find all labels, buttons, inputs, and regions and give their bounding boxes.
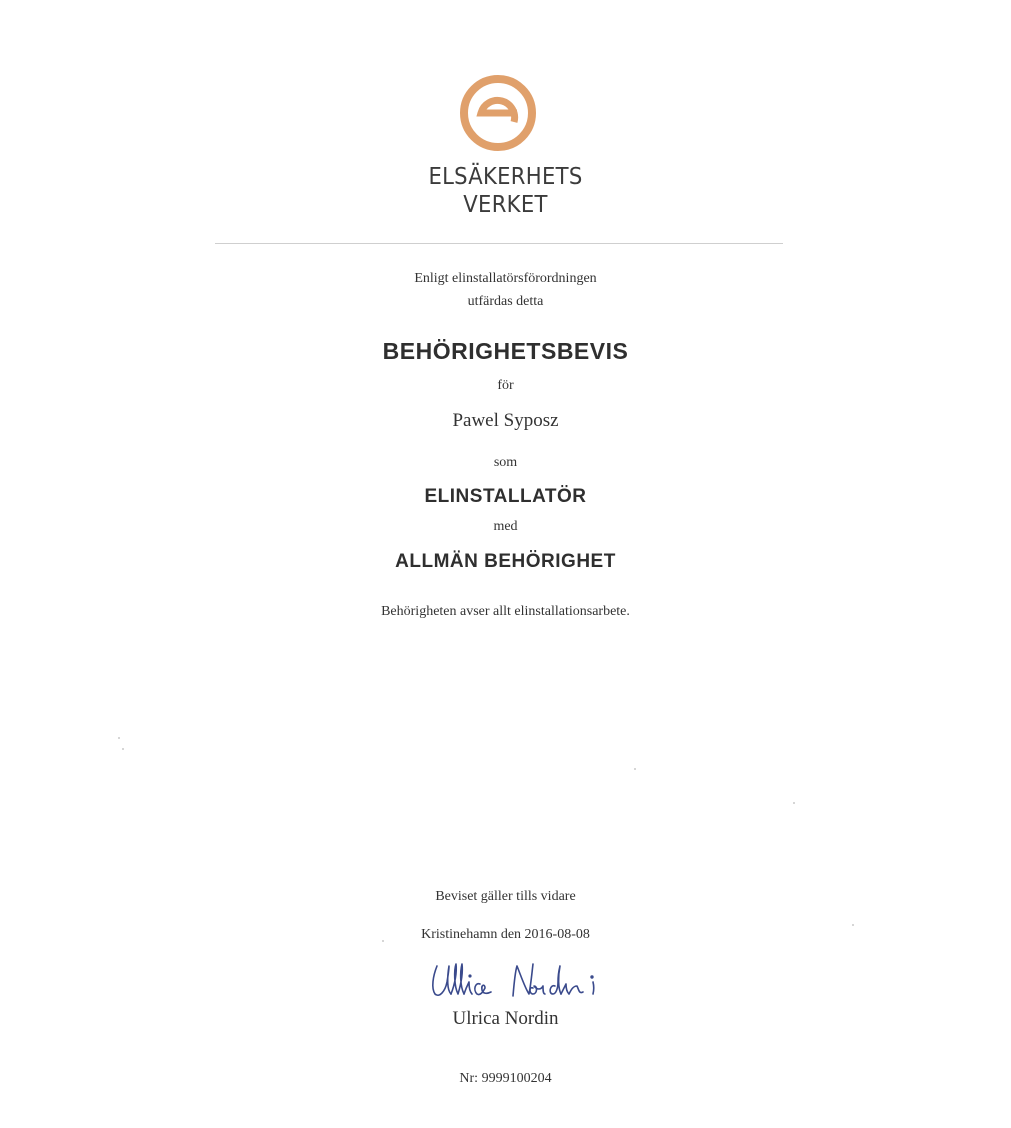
intro-line-1: Enligt elinstallatörsförordningen — [414, 271, 597, 286]
scan-speck — [793, 802, 795, 804]
place-and-date: Kristinehamn den 2016-08-08 — [421, 927, 590, 942]
certificate-title: BEHÖRIGHETSBEVIS — [382, 338, 629, 364]
holder-name: Pawel Syposz — [452, 410, 559, 431]
intro-line-2: utfärdas detta — [467, 294, 544, 309]
scan-speck — [118, 737, 120, 739]
validity-statement: Beviset gäller tills vidare — [435, 889, 576, 904]
certificate-number: Nr: 9999100204 — [459, 1071, 552, 1086]
signatory-name: Ulrica Nordin — [452, 1008, 559, 1029]
for-label: för — [497, 378, 514, 393]
scan-speck — [122, 748, 124, 750]
header-divider — [215, 243, 783, 244]
with-label: med — [493, 519, 518, 534]
scan-speck — [634, 768, 636, 770]
scan-speck — [852, 924, 854, 926]
e-circle-logo-icon — [459, 74, 537, 152]
organization-name-line2: VERKET — [463, 192, 548, 218]
organization-name-line1: ELSÄKERHETS — [428, 164, 583, 190]
as-label: som — [493, 455, 518, 470]
authorization-title: ALLMÄN BEHÖRIGHET — [395, 551, 616, 572]
handwritten-signature — [425, 956, 615, 1010]
scope-statement: Behörigheten avser allt elinstallationsarbete. — [381, 604, 630, 619]
scan-speck — [382, 940, 384, 942]
role-title: ELINSTALLATÖR — [424, 486, 587, 507]
